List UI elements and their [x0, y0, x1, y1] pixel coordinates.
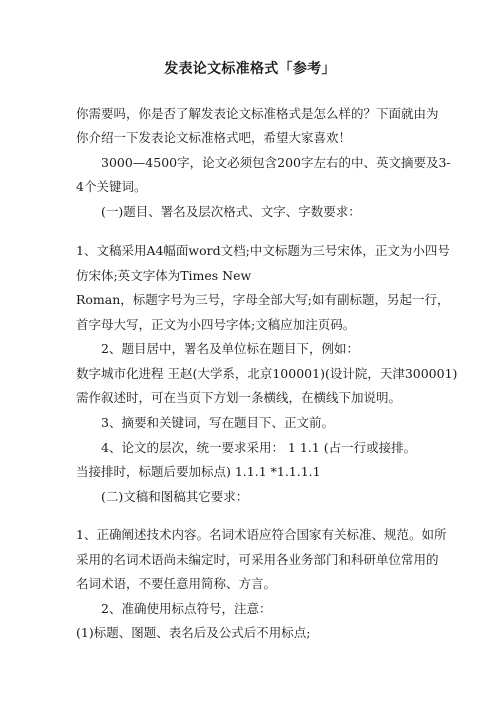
item-1-line-4: 首字母大写，正文为小四号字体;文稿应加注页码。 [76, 317, 356, 332]
punctuation-rule-1: (1)标题、图题、表名后及公式后不用标点; [76, 625, 311, 640]
other-item-1-line-2: 采用的名词术语尚未编定时，可采用各业务部门和科研单位常用的 [76, 552, 439, 567]
item-2-line-1: 2、题目居中，署名及单位标在题目下，例如： [101, 341, 359, 356]
other-item-2-line: 2、准确使用标点符号，注意： [101, 601, 272, 616]
item-4-line-1: 4、论文的层次，统一要求采用： 1 1.1 (占一行或接排。 [101, 440, 417, 455]
item-2-note-line: 需作叙述时，可在当页下方划一条横线，在横线下加说明。 [76, 390, 402, 405]
item-1-line-3: Roman，标题字号为三号，字母全部大写;如有副标题，另起一行， [76, 292, 450, 307]
length-requirement-line-2: 4个关键词。 [76, 179, 147, 194]
document-title: 发表论文标准格式「参考」 [164, 61, 336, 77]
intro-line-2: 你介绍一下发表论文标准格式吧，希望大家喜欢！ [76, 130, 352, 145]
item-2-example-line: 数字城市化进程 王赵(大学系，北京100001)(设计院，天津300001) [76, 366, 458, 381]
intro-line-1: 你需要吗，你是否了解发表论文标准格式是怎么样的？下面就由为 [76, 106, 439, 121]
length-requirement-line-1: 3000—4500字，论文必须包含200字左右的中、英文摘要及3- [101, 155, 451, 170]
other-item-1-line-3: 名词术语，不要任意用简称、方言。 [76, 576, 277, 591]
item-4-line-2: 当接排时，标题后要加标点) 1.1.1 *1.1.1.1 [76, 464, 321, 479]
section-heading-2: (二)文稿和图稿其它要求： [101, 489, 249, 504]
other-item-1-line-1: 1、正确阐述技术内容。名词术语应符合国家有关标准、规范。如所 [76, 527, 447, 542]
section-heading-1: (一)题目、署名及层次格式、文字、字数要求： [101, 204, 361, 219]
item-1-line-2: 仿宋体;英文字体为Times New [76, 268, 252, 283]
item-3-line: 3、摘要和关键词，写在题目下、正文前。 [101, 415, 334, 430]
item-1-line-1: 1、文稿采用A4幅面word文档;中文标题为三号宋体，正文为小四号 [76, 243, 450, 258]
